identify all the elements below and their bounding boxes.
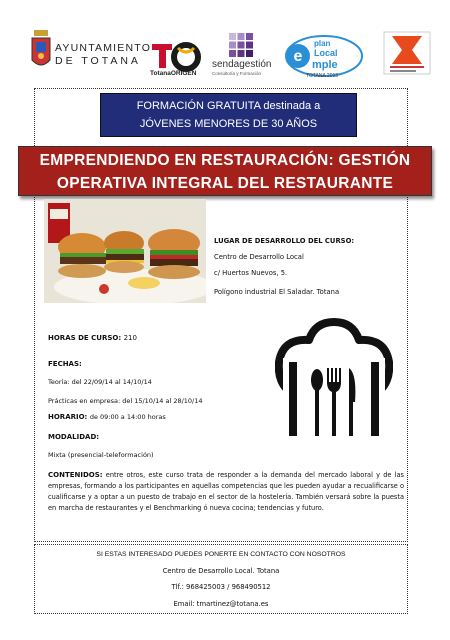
plan-local-empleo-logo xyxy=(284,30,364,78)
svg-text:Local: Local xyxy=(314,48,338,58)
dates-label: FECHAS: xyxy=(48,360,82,368)
senda-gestion-text: sendagestión xyxy=(212,59,272,70)
hours-label: HORAS DE CURSO: xyxy=(48,334,122,342)
svg-text:TOTANA 2013: TOTANA 2013 xyxy=(306,73,339,78)
totana-coat-of-arms-logo xyxy=(30,30,52,74)
hours-value: 210 xyxy=(123,334,137,342)
svg-text:mple: mple xyxy=(312,59,338,71)
schedule-value: de 09:00 a 14:00 horas xyxy=(89,413,166,421)
contents-text: entre otros, este curso trata de responder a la demanda del mercado laboral y de las empresas, formando a los participantes en aquellas competencias que les pueden ayudar a recualificarse o cualificarse y a optar a un puesto de trabajo en el sector de la hostelería. También versará sobre la puesta en marcha de restaurantes y el Benchmarking ó nueva cocina; tendencias y futuro. xyxy=(48,471,404,512)
totana-origen-text: TotanaORIGEN xyxy=(150,70,197,77)
contact-line1: SI ESTAS INTERESADO PUEDES PONERTE EN CONTACTO CON NOSOTROS xyxy=(96,551,346,558)
contact-box xyxy=(34,544,408,614)
schedule-label: HORARIO: xyxy=(48,413,88,421)
course-title-line1: EMPRENDIENDO EN RESTAURACIÓN: GESTIÓN xyxy=(39,152,411,169)
teoria-value: del 22/09/14 al 14/10/14 xyxy=(71,378,152,386)
dates-teoria-row xyxy=(48,378,152,386)
orange-institutional-logo xyxy=(382,30,432,76)
modality-label: MODALIDAD: xyxy=(48,433,100,441)
ayuntamiento-logo-text xyxy=(55,42,151,68)
ayuntamiento-line2: DE TOTANA xyxy=(55,55,141,67)
banner-line1: FORMACIÓN GRATUITA destinada a xyxy=(136,100,321,112)
chef-hat-cutlery-icon xyxy=(275,318,393,438)
location-area: Polígono industrial El Saladar. Totana xyxy=(214,288,340,296)
contents-label: CONTENIDOS: xyxy=(48,471,103,479)
location-street: c/ Huertos Nuevos, 5. xyxy=(214,269,288,277)
svg-text:e: e xyxy=(293,48,303,65)
contact-line2: Centro de Desarrollo Local. Totana xyxy=(162,567,280,575)
dates-practicas-row xyxy=(48,397,203,405)
burgers-photo xyxy=(44,199,206,303)
course-title-line2: OPERATIVA INTEGRAL DEL RESTAURANTE xyxy=(56,175,394,192)
senda-gestion-subtitle: Consultoría y Formación xyxy=(212,71,262,76)
practicas-value: del 15/10/14 al 28/10/14 xyxy=(122,397,203,405)
free-training-banner xyxy=(100,93,357,137)
practicas-label: Prácticas en empresa: xyxy=(48,397,121,405)
modality-value: Mixta (presencial-teleformación) xyxy=(48,451,154,459)
location-heading: LUGAR DE DESARROLLO DEL CURSO: xyxy=(214,237,355,245)
banner-line2: JÓVENES MENORES DE 30 AÑOS xyxy=(139,118,318,130)
ayuntamiento-line1: AYUNTAMIENTO xyxy=(55,42,152,54)
contact-phone: Tlf.: 968425003 / 968490512 xyxy=(171,583,271,591)
senda-gestion-logo-mark xyxy=(228,32,254,58)
teoria-label: Teoría: xyxy=(48,378,70,386)
schedule-row xyxy=(48,413,166,421)
contents-paragraph xyxy=(48,470,404,514)
hours-row xyxy=(48,334,137,342)
svg-text:plan: plan xyxy=(314,39,331,48)
contact-email[interactable]: Email: tmartinez@totana.es xyxy=(173,600,269,608)
course-title xyxy=(18,146,432,196)
location-place: Centro de Desarrollo Local xyxy=(214,253,304,261)
